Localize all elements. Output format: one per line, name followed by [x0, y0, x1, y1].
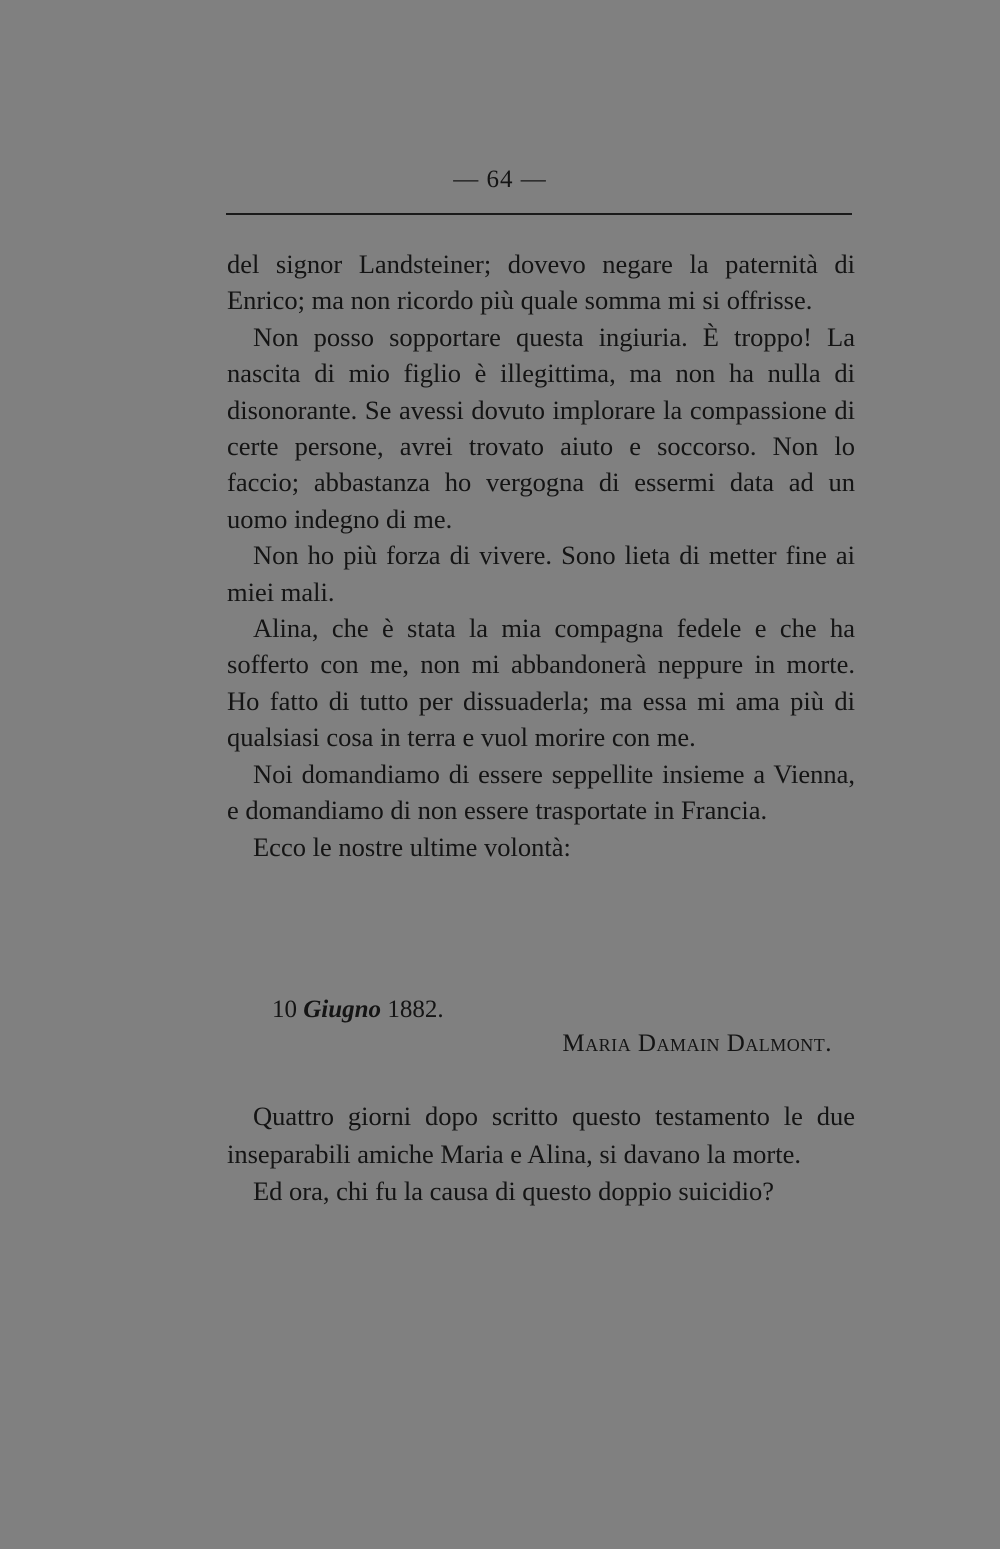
date-day: 10	[272, 996, 297, 1023]
date-month: Giugno	[303, 996, 382, 1023]
paragraph: Quattro giorni dopo scritto questo testamento le due inseparabili amiche Maria e Alina, si davano la morte.	[227, 1101, 855, 1169]
paragraph: Ed ora, chi fu la causa di questo doppio suicidio?	[253, 1176, 775, 1206]
header-rule	[226, 213, 852, 215]
paragraph: Non posso sopportare questa ingiuria. È troppo! La nascita di mio figlio è illegittima, ma non ha nulla di disonorante. Se avessi dovuto implorare la compassione di certe persone, avrei trovato aiuto e soccorso. Non lo faccio; abbastanza ho vergogna di essermi data ad un uomo indegno di me.	[227, 321, 855, 534]
date-year: 1882.	[387, 996, 444, 1023]
signature-name: Maria Damain Dalmont.	[562, 1030, 832, 1057]
paragraph: Non ho più forza di vivere. Sono lieta di metter fine ai miei mali.	[227, 540, 855, 607]
paragraph: Ecco le nostre ultime volontà:	[253, 831, 571, 862]
closing-text	[227, 1098, 855, 1211]
main-text	[227, 246, 855, 865]
signature-date	[272, 994, 444, 1026]
paragraph-continued: del signor Landsteiner; dovevo negare la paternità di Enrico; ma non ricordo più quale somma mi si offrisse.	[227, 249, 855, 316]
paragraph: Noi domandiamo di essere seppellite insieme a Vienna, e domandiamo di non essere trasportate in Francia.	[227, 758, 855, 826]
page-number: — 64 —	[453, 166, 547, 193]
paragraph: Alina, che è stata la mia compagna fedele e che ha sofferto con me, non mi abbandonerà neppure in morte. Ho fatto di tutto per dissuaderla; ma essa mi ama più di qualsiasi cosa in terra e vuol morire con me.	[227, 613, 855, 753]
